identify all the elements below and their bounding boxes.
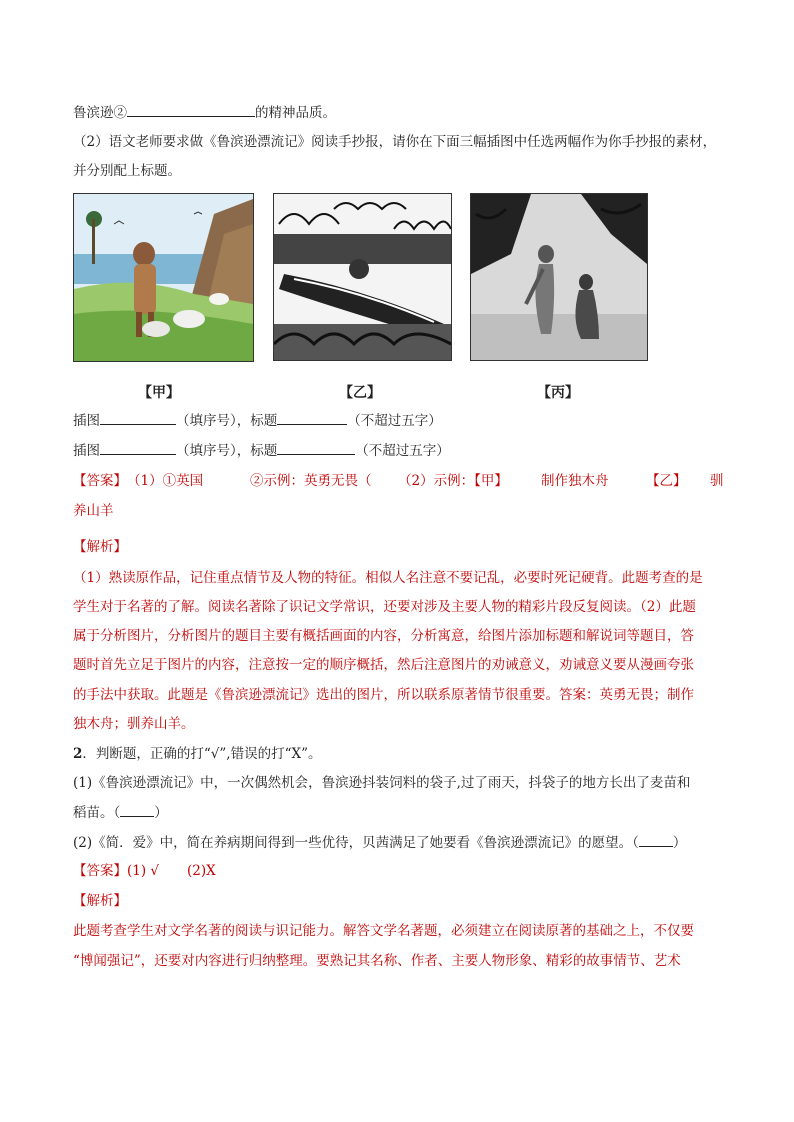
answer-part: 驯 <box>710 473 724 489</box>
fill-row-suffix: （不超过五字） <box>347 413 442 429</box>
analysis-1-line: 学生对于名著的了解。阅读名著除了识记文学常识，还要对涉及主要人物的精彩片段反复阅读。（2）此题 <box>73 599 696 615</box>
fill-row-suffix: （不超过五字） <box>355 443 450 459</box>
q2-item1-line1: (1)《鲁滨逊漂流记》中，一次偶然机会，鲁滨逊抖装饲料的袋子,过了雨天，抖袋子的地方长出了麦苗和 <box>73 775 691 791</box>
q2-number: 2 <box>73 746 83 762</box>
fill-row-label: 插图 <box>73 443 100 459</box>
answer-label: 【答案】 <box>73 473 127 489</box>
fill-row-2 <box>73 441 450 460</box>
caption-bing: 【丙】 <box>537 385 579 401</box>
analysis-1-label: 【解析】 <box>73 539 127 555</box>
q2-item1-line2 <box>73 803 168 822</box>
answer-blank[interactable] <box>277 441 355 455</box>
answer-1-line2: 养山羊 <box>73 503 114 519</box>
answer-blank[interactable] <box>100 441 176 455</box>
answer-blank[interactable] <box>127 103 255 117</box>
analysis-1-line: 独木舟；驯养山羊。 <box>73 716 195 732</box>
illustration-jia <box>73 193 254 362</box>
fill-row-1 <box>73 411 442 430</box>
q2-title <box>73 745 322 763</box>
answer-part: （1）①英国 <box>127 473 204 489</box>
analysis-2-line: “博闻强记”，还要对内容进行归纳整理。要熟记其名称、作者、主要人物形象、精彩的故事情节、艺术 <box>73 953 681 969</box>
fill-row-middle: （填序号），标题 <box>176 443 278 459</box>
answer-blank[interactable] <box>277 411 347 425</box>
q1-part2-line1: （2）语文老师要求做《鲁滨逊漂流记》阅读手抄报，请你在下面三幅插图中任选两幅作为你手抄报的素材， <box>73 134 717 150</box>
q1-fill-suffix: 的精神品质。 <box>255 105 336 121</box>
answer-part: (2)X <box>187 863 216 879</box>
answer-blank[interactable] <box>100 411 176 425</box>
answer-label: 【答案】 <box>73 863 127 879</box>
q2-item2-prefix: (2)《简．爱》中，简在养病期间得到一些优待，贝茜满足了她要看《鲁滨逊漂流记》的愿望。（ <box>73 835 639 851</box>
analysis-1-line: 属于分析图片，分析图片的题目主要有概括画面的内容，分析寓意，给图片添加标题和解说词等题目，答 <box>73 628 694 644</box>
answer-blank[interactable] <box>120 803 154 817</box>
illustration-yi <box>273 193 452 361</box>
q1-fill-line <box>73 103 336 122</box>
illustration-bing <box>470 193 648 361</box>
fill-row-label: 插图 <box>73 413 100 429</box>
answer-2 <box>73 862 216 880</box>
analysis-1-line: 的手法中获取。此题是《鲁滨逊漂流记》选出的图片，所以联系原著情节很重要。答案：英勇无畏；制作 <box>73 687 694 703</box>
q2-item1-prefix: 稻苗。（ <box>73 805 121 821</box>
q1-fill-prefix: 鲁滨逊② <box>73 105 127 121</box>
fill-row-middle: （填序号），标题 <box>176 413 278 429</box>
answer-1-line1 <box>73 472 723 490</box>
castaway-with-goats-illustration <box>74 194 253 361</box>
answer-part: 【乙】 <box>646 473 687 489</box>
q2-item2 <box>73 833 686 852</box>
analysis-2-line: 此题考查学生对文学名著的阅读与识记能力。解答文学名著题，必须建立在阅读原著的基础之上，不仅要 <box>73 923 694 939</box>
q1-part2-line2: 并分别配上标题。 <box>73 163 181 179</box>
answer-blank[interactable] <box>639 833 673 847</box>
analysis-1-line: 题时首先立足于图片的内容，注意按一定的顺序概括，然后注意图片的劝诫意义，劝诫意义要从漫画夸张 <box>73 657 694 673</box>
dugout-canoe-illustration <box>274 194 451 360</box>
caption-jia: 【甲】 <box>138 385 180 401</box>
answer-part: （2）示例：【甲】 <box>398 473 508 489</box>
two-figures-illustration <box>471 194 647 360</box>
caption-yi: 【乙】 <box>339 385 381 401</box>
q2-item1-suffix: ） <box>154 805 168 821</box>
q2-title-text: ．判断题，正确的打“√”,错误的打“X”。 <box>82 746 322 762</box>
analysis-1-line: （1）熟读原作品，记住重点情节及人物的特征。相似人名注意不要记乱，必要时死记硬背。此题考查的是 <box>73 570 703 586</box>
answer-part: (1) √ <box>127 863 160 879</box>
answer-part: ②示例：英勇无畏（ <box>250 473 372 489</box>
q2-item2-suffix: ） <box>672 835 687 851</box>
answer-part: 制作独木舟 <box>541 473 609 489</box>
analysis-2-label: 【解析】 <box>73 893 127 909</box>
